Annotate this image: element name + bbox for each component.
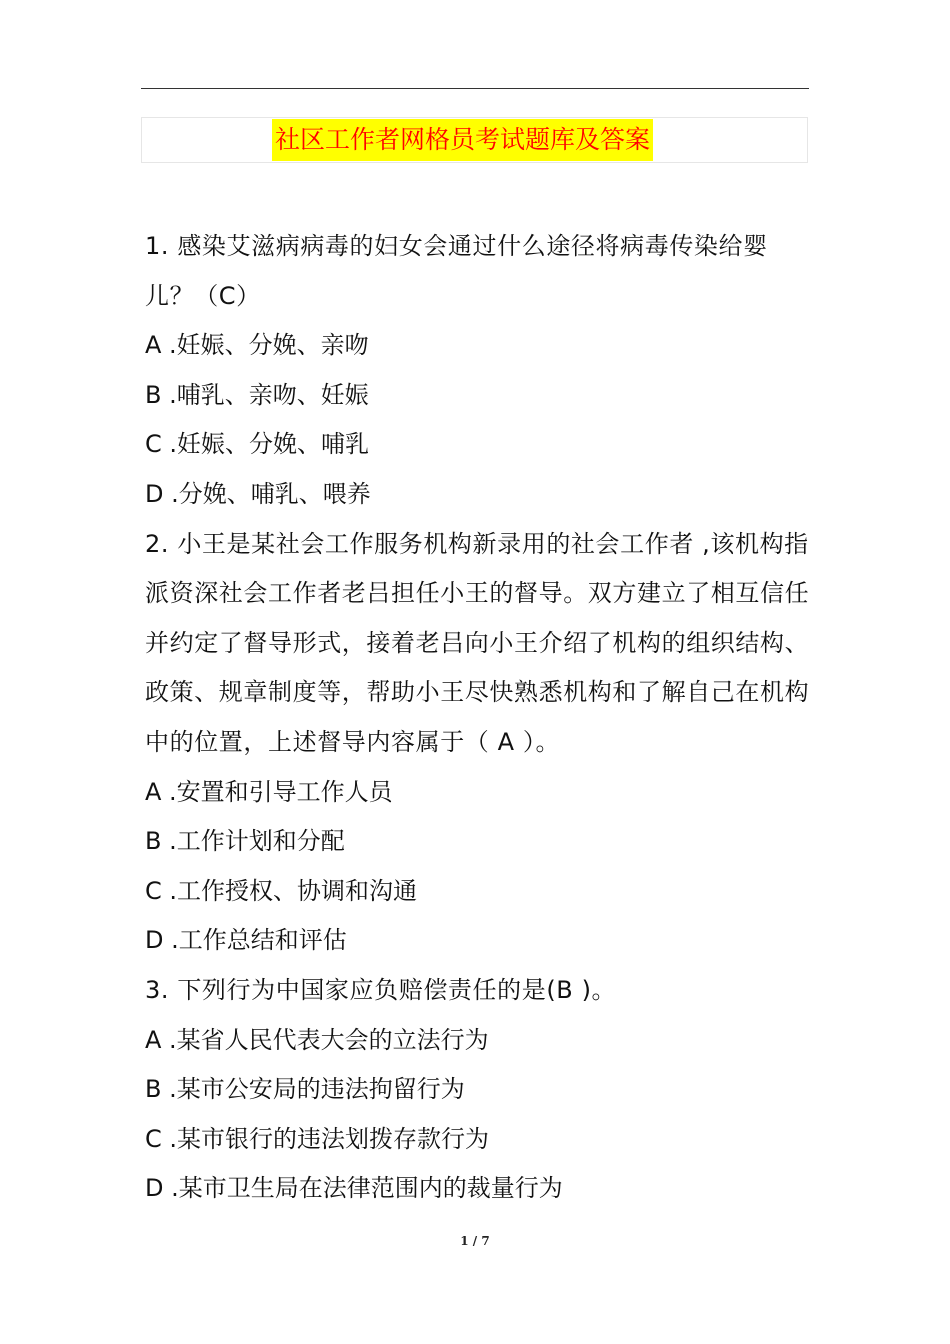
option-a: A .安置和引导工作人员 [145, 777, 393, 806]
document-title: 社区工作者网格员考试题库及答案 [272, 119, 653, 161]
question-list [145, 222, 815, 1214]
question-2 [145, 520, 815, 966]
question-stem: 2. 小王是某社会工作服务机构新录用的社会工作者 ,该机构指派资深社会工作者老吕担任小王的督导。双方建立了相互信任并约定了督导形式，接着老吕向小王介绍了机构的组织结构、政策、规章制度等，帮助小王尽快熟悉机构和了解自己在机构中的位置，上述督导内容属于（ A ）。 [145, 529, 810, 756]
option-c: C .妊娠、分娩、哺乳 [145, 430, 370, 459]
option-b: B .工作计划和分配 [145, 827, 345, 856]
header-rule [141, 88, 809, 89]
option-a: A .妊娠、分娩、亲吻 [145, 331, 369, 360]
question-stem: 3. 下列行为中国家应负赔偿责任的是(B )。 [145, 975, 617, 1004]
option-d: D .分娩、哺乳、喂养 [145, 479, 371, 508]
option-d: D .工作总结和评估 [145, 926, 347, 955]
page-number: 1 / 7 [460, 1234, 490, 1248]
option-d: D .某市卫生局在法律范围内的裁量行为 [145, 1174, 563, 1203]
option-a: A .某省人民代表大会的立法行为 [145, 1025, 489, 1054]
option-b: B .哺乳、亲吻、妊娠 [145, 380, 369, 409]
option-c: C .工作授权、协调和沟通 [145, 876, 418, 905]
option-c: C .某市银行的违法划拨存款行为 [145, 1124, 490, 1153]
question-1 [145, 222, 815, 520]
question-3 [145, 966, 815, 1214]
question-stem: 1. 感染艾滋病病毒的妇女会通过什么途径将病毒传染给婴儿？（C） [145, 232, 768, 310]
option-b: B .某市公安局的违法拘留行为 [145, 1075, 465, 1104]
